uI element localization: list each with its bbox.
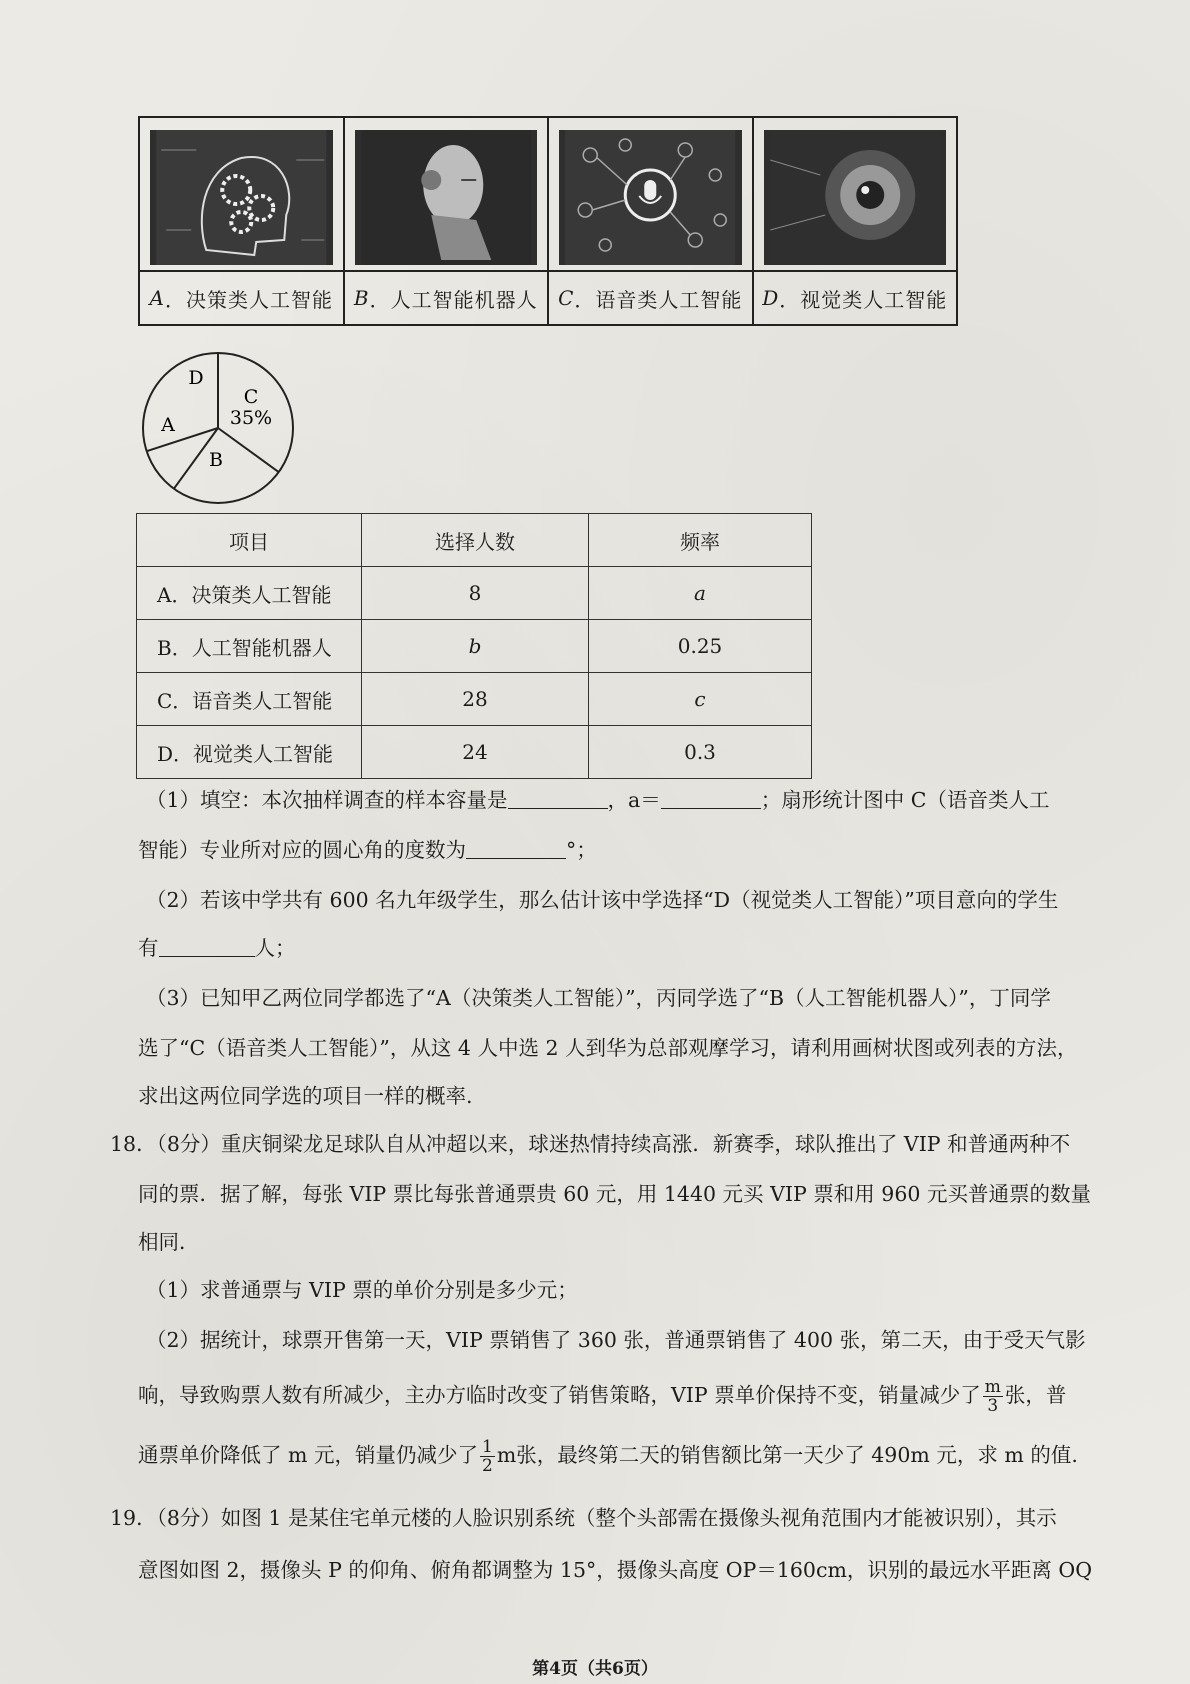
picture-c xyxy=(549,118,754,324)
answer-blank xyxy=(466,838,566,859)
table-header-row xyxy=(137,514,812,567)
row-frequency: c xyxy=(589,673,812,726)
row-frequency: 0.3 xyxy=(589,726,812,779)
picture-a xyxy=(140,118,345,324)
pie-divider-d xyxy=(147,428,218,451)
row-count: 8 xyxy=(362,567,589,620)
fraction-1-over-2: $\frac{1}{2}$ xyxy=(481,1437,493,1476)
pie-chart xyxy=(138,348,298,508)
table-row xyxy=(137,567,812,620)
q18-sub2-line1: （2）据统计，球票开售第一天，VIP 票销售了 360 张，普通票销售了 400 张，第二天，由于受天气影 xyxy=(146,1328,1086,1352)
q17-part2-line1: （2）若该中学共有 600 名九年级学生，那么估计该中学选择“D（视觉类人工智能）”项目意向的学生 xyxy=(146,888,1059,912)
picture-a-caption: A ． 决策类人工智能 xyxy=(140,270,343,324)
table-row xyxy=(137,673,812,726)
picture-d xyxy=(754,118,957,324)
header-item: 项目 xyxy=(137,514,362,567)
q17-part3-line2: 选了“C（语音类人工智能）”，从这 4 人中选 2 人到华为总部观摩学习，请利用画树状图或列表的方法， xyxy=(138,1036,1078,1060)
row-item: D．视觉类人工智能 xyxy=(137,726,362,779)
q17-part3-line1: （3）已知甲乙两位同学都选了“A（决策类人工智能）”，丙同学选了“B（人工智能机器人）”，丁同学 xyxy=(146,986,1051,1010)
pie-label-a: A xyxy=(161,414,175,436)
ai-picture-strip xyxy=(138,116,958,326)
pie-divider-b xyxy=(218,428,279,472)
header-count: 选择人数 xyxy=(362,514,589,567)
picture-d-caption: D ． 视觉类人工智能 xyxy=(754,270,957,324)
q18-sub2-line2: 响，导致购票人数有所减少，主办方临时改变了销售策略，VIP 票单价保持不变，销量减少了 $\frac{m}{3}$ 张，普 xyxy=(138,1377,1067,1416)
row-count: 28 xyxy=(362,673,589,726)
q17-part2-line2: 有 人； xyxy=(138,936,296,960)
q18-line3: 相同． xyxy=(138,1230,200,1254)
q18-sub1: （1）求普通票与 VIP 票的单价分别是多少元； xyxy=(146,1278,578,1302)
table-row xyxy=(137,726,812,779)
answer-blank xyxy=(661,788,761,809)
q17-part1-line1: （1）填空：本次抽样调查的样本容量是 ，a＝ ；扇形统计图中 C（语音类人工 xyxy=(146,788,1050,812)
table-row xyxy=(137,620,812,673)
statistics-table xyxy=(136,513,812,779)
answer-blank xyxy=(508,788,608,809)
q18-line2: 同的票．据了解，每张 VIP 票比每张普通票贵 60 元，用 1440 元买 VIP 票和用 960 元买普通票的数量 xyxy=(138,1182,1091,1206)
fraction-m-over-3: $\frac{m}{3}$ xyxy=(984,1377,1001,1416)
microphone-icon xyxy=(559,130,742,265)
picture-b xyxy=(345,118,550,324)
row-item: A．决策类人工智能 xyxy=(137,567,362,620)
picture-b-caption: B ． 人工智能机器人 xyxy=(345,270,548,324)
pie-label-c: C xyxy=(243,386,259,408)
q17-part3-line3: 求出这两位同学选的项目一样的概率. xyxy=(138,1084,473,1108)
pie-label-b: B xyxy=(209,449,223,471)
q18-line1: 18．（8分）重庆铜梁龙足球队自从冲超以来，球迷热情持续高涨．新赛季，球队推出了 VIP 和普通两种不 xyxy=(110,1132,1071,1156)
q18-sub2-line3: 通票单价降低了 m 元，销量仍减少了 $\frac{1}{2}$ m张，最终第二天的销售额比第一天少了 490m 元，求 m 的值. xyxy=(138,1437,1078,1476)
row-count: 24 xyxy=(362,726,589,779)
row-frequency: a xyxy=(589,567,812,620)
robot-face-icon xyxy=(355,130,538,265)
pie-label-d: D xyxy=(188,367,204,389)
eye-icon xyxy=(764,130,947,265)
row-item: C．语音类人工智能 xyxy=(137,673,362,726)
q19-line1: 19．（8分）如图 1 是某住宅单元楼的人脸识别系统（整个头部需在摄像头视角范围内才能被识别），其示 xyxy=(110,1506,1057,1530)
page-footer: 第4页（共6页） xyxy=(532,1659,658,1679)
q19-line2: 意图如图 2，摄像头 P 的仰角、俯角都调整为 15°，摄像头高度 OP＝160cm，识别的最远水平距离 OQ xyxy=(138,1558,1093,1582)
gear-head-icon xyxy=(150,130,333,265)
q17-part1-line2: 智能）专业所对应的圆心角的度数为 °； xyxy=(138,838,597,862)
row-count: b xyxy=(362,620,589,673)
pie-label-c-percent: 35% xyxy=(229,407,273,429)
picture-c-caption: C ． 语音类人工智能 xyxy=(549,270,752,324)
row-item: B．人工智能机器人 xyxy=(137,620,362,673)
header-frequency: 频率 xyxy=(589,514,812,567)
row-frequency: 0.25 xyxy=(589,620,812,673)
answer-blank xyxy=(159,936,255,957)
